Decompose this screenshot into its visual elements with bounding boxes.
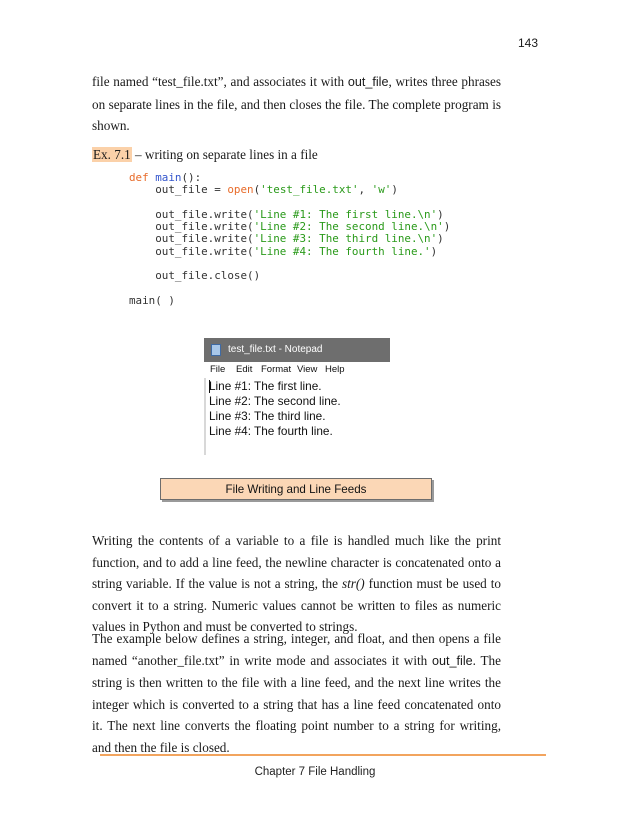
footer-rule — [100, 754, 546, 756]
notepad-icon — [211, 344, 221, 356]
code-token: def — [129, 171, 156, 184]
notepad-title: test_file.txt - Notepad — [228, 344, 323, 355]
code-token: 'Line #3: The third line.\n' — [253, 232, 438, 246]
example-title: – writing on separate lines in a file — [131, 147, 318, 162]
code-line — [129, 184, 450, 196]
code-line — [129, 270, 450, 282]
body-paragraph-3 — [92, 628, 501, 758]
intro-text-b: ”, and associates it with — [217, 74, 348, 89]
intro-text-a: file named “test_file.txt — [92, 74, 218, 89]
para2-text-a: Writing the contents of a variable to a file is handled much like the print function, and to add a line feed, the newline character is concatenated onto a string variable. If the value is not a string, the — [92, 533, 501, 591]
para3-text-a: The example below defines a string, integer, and float, and then opens a file named “another_file.txt” in write mode and associates it with — [92, 631, 501, 668]
para2-text-b: function must be used to convert it to a string. Numeric values cannot be written to files as numeric values in Python and must be converted to strings. — [92, 576, 501, 634]
code-token: ) — [430, 244, 438, 258]
code-line — [129, 295, 450, 307]
code-token: ) — [437, 207, 444, 221]
notepad-titlebar[interactable] — [204, 338, 390, 362]
para3-text-b: . The string is then written to the file with a line feed, and the next line writes the integer which is converted to a string that has a line feed concatenated onto it. The next line converts the floating point number to a string for writing, and then the file is closed. — [92, 652, 501, 755]
str-function-term: str() — [341, 576, 365, 591]
code-token: main( ) — [129, 293, 175, 307]
notepad-line-1: Line #1: The first line. — [209, 379, 322, 393]
body-paragraph-2 — [92, 530, 501, 638]
code-token: out_file.close() — [129, 269, 261, 283]
menu-help[interactable]: Help — [325, 364, 345, 375]
notepad-window — [204, 338, 390, 455]
code-block — [129, 172, 450, 307]
code-line — [129, 246, 450, 258]
intro-text-c: , writes three phrases on separate lines in the file, and then closes the file. The complete program is shown. — [92, 74, 501, 133]
notepad-line-4: Line #4: The fourth line. — [209, 424, 333, 438]
notepad-text-area[interactable] — [204, 378, 390, 455]
code-token: out_file.write( — [129, 232, 254, 246]
code-token: out_file.write( — [129, 207, 254, 221]
example-tag: Ex. 7.1 — [93, 147, 131, 162]
menu-format[interactable]: Format — [261, 364, 292, 375]
para3-code-term: out_file — [432, 653, 473, 668]
example-label — [92, 145, 318, 165]
notepad-line-3: Line #3: The third line. — [209, 409, 326, 423]
code-token: ) — [443, 220, 451, 234]
figure-caption: File Writing and Line Feeds — [160, 478, 432, 500]
code-line — [129, 283, 450, 295]
code-token: , — [358, 183, 372, 197]
code-token: 'Line #4: The fourth line.' — [253, 244, 431, 258]
code-token: (): — [181, 171, 202, 184]
code-token: ( — [253, 183, 261, 197]
code-token: 'Line #1: The first line.\n' — [253, 207, 438, 221]
code-token: open — [227, 183, 254, 197]
code-token: out_file = — [129, 183, 228, 197]
intro-code-term: out_file — [347, 75, 389, 89]
menu-file[interactable]: File — [210, 364, 226, 375]
code-token: 'test_file.txt' — [260, 183, 359, 197]
notepad-menubar — [204, 363, 390, 377]
code-token: ) — [391, 183, 398, 197]
code-token: out_file.write( — [129, 220, 254, 234]
code-token: out_file.write( — [129, 244, 254, 258]
page-number: 143 — [517, 36, 538, 50]
code-token: ) — [437, 232, 444, 246]
code-token: 'Line #2: The second line.\n' — [253, 220, 444, 234]
code-token: 'w' — [371, 183, 392, 197]
notepad-line-2: Line #2: The second line. — [209, 394, 341, 408]
menu-view[interactable]: View — [297, 364, 318, 375]
footer-chapter-title: Chapter 7 File Handling — [254, 766, 376, 778]
menu-edit[interactable]: Edit — [236, 364, 253, 375]
code-token: main — [155, 171, 182, 184]
intro-paragraph — [92, 71, 501, 137]
